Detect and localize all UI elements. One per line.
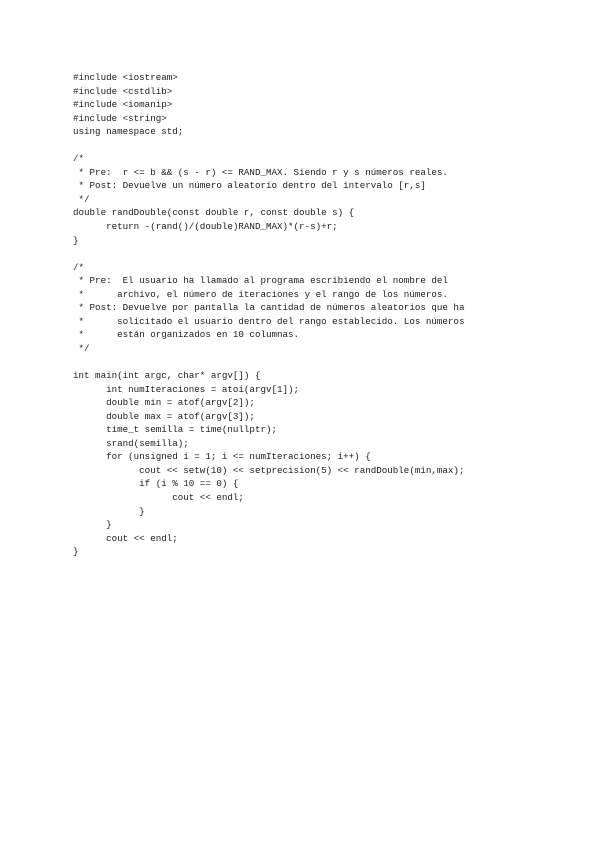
code-line: /* — [73, 153, 85, 165]
code-line: time_t semilla = time(nullptr); — [73, 424, 277, 436]
code-line: } — [73, 546, 79, 558]
code-line: * Pre: r <= b && (s - r) <= RAND_MAX. Siendo r y s números reales. — [73, 166, 448, 178]
code-line: #include <string> — [73, 112, 167, 124]
code-line: double max = atof(argv[3]); — [73, 410, 255, 422]
code-line: cout << endl; — [73, 491, 244, 503]
code-line: int main(int argc, char* argv[]) { — [73, 370, 261, 382]
code-line: * están organizados en 10 columnas. — [73, 329, 300, 341]
code-line: if (i % 10 == 0) { — [73, 478, 239, 490]
code-line: */ — [73, 193, 90, 205]
code-line: double min = atof(argv[2]); — [73, 397, 255, 409]
code-line: } — [73, 234, 79, 246]
code-line: */ — [73, 342, 90, 354]
code-line — [73, 247, 464, 261]
code-line: return -(rand()/(double)RAND_MAX)*(r-s)+r; — [73, 221, 338, 233]
code-line — [73, 355, 464, 369]
code-line: double randDouble(const double r, const double s) { — [73, 207, 355, 219]
code-line: cout << endl; — [73, 532, 178, 544]
code-line — [73, 139, 464, 153]
code-line: * archivo, el número de iteraciones y el rango de los números. — [73, 288, 448, 300]
code-listing — [73, 71, 464, 559]
code-line: * solicitado el usuario dentro del rango establecido. Los números — [73, 315, 465, 327]
code-line: int numIteraciones = atoi(argv[1]); — [73, 383, 300, 395]
code-line: } — [73, 519, 112, 531]
code-line: srand(semilla); — [73, 437, 189, 449]
code-line: for (unsigned i = 1; i <= numIteraciones; i++) { — [73, 451, 371, 463]
code-line: #include <cstdlib> — [73, 85, 173, 97]
code-line: } — [73, 505, 145, 517]
code-line: /* — [73, 261, 85, 273]
code-line: using namespace std; — [73, 126, 184, 138]
code-line: #include <iostream> — [73, 72, 178, 83]
code-line: #include <iomanip> — [73, 99, 173, 111]
code-line: * Pre: El usuario ha llamado al programa escribiendo el nombre del — [73, 275, 448, 287]
code-line: cout << setw(10) << setprecision(5) << randDouble(min,max); — [73, 464, 465, 476]
code-line: * Post: Devuelve por pantalla la cantidad de números aleatorios que ha — [73, 302, 465, 314]
code-line: * Post: Devuelve un número aleatorio dentro del intervalo [r,s] — [73, 180, 426, 192]
